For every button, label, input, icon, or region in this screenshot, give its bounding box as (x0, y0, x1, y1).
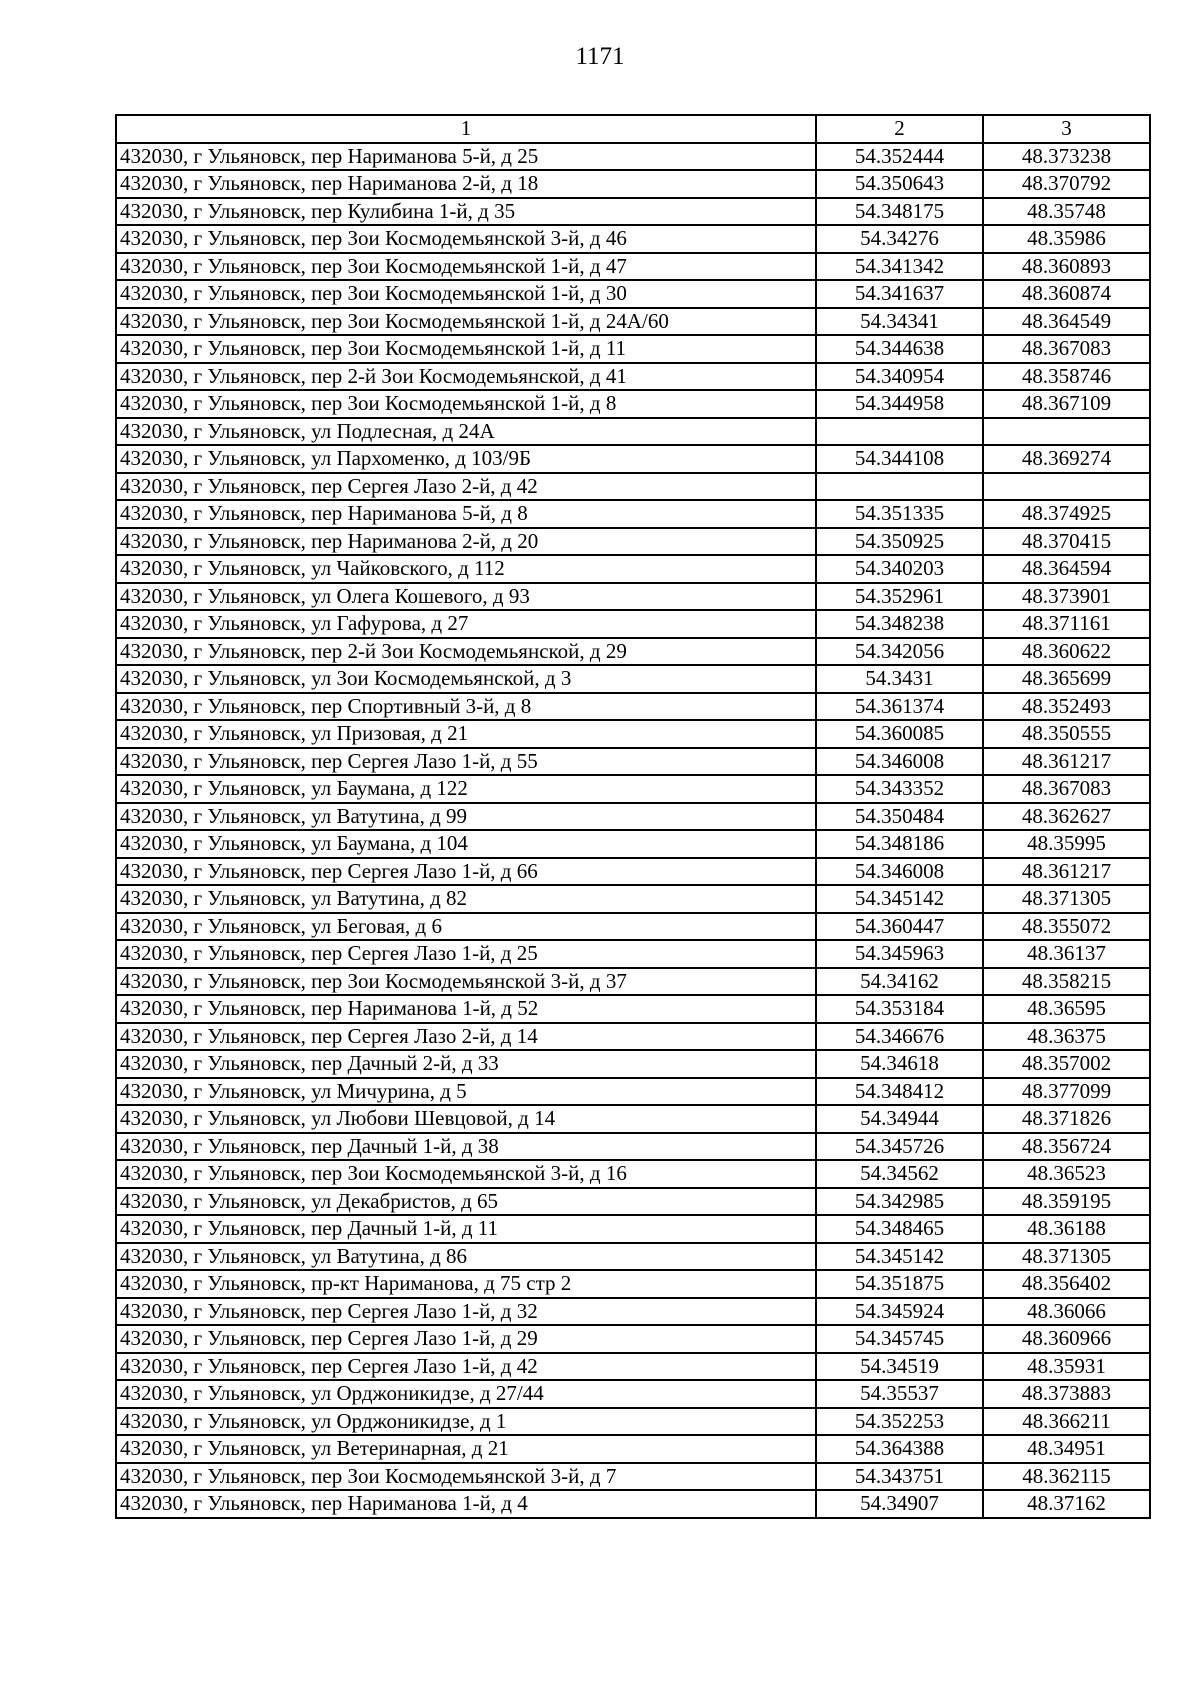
longitude-cell: 48.367083 (983, 775, 1150, 803)
table-row (116, 253, 1150, 281)
address-cell: 432030, г Ульяновск, ул Беговая, д 6 (116, 913, 816, 941)
longitude-cell: 48.364594 (983, 555, 1150, 583)
address-cell: 432030, г Ульяновск, пер Дачный 1-й, д 11 (116, 1215, 816, 1243)
address-cell: 432030, г Ульяновск, пер Нариманова 1-й, д 4 (116, 1490, 816, 1518)
address-cell: 432030, г Ульяновск, пер Зои Космодемьянской 1-й, д 11 (116, 335, 816, 363)
longitude-cell: 48.361217 (983, 858, 1150, 886)
table-row (116, 1050, 1150, 1078)
latitude-cell: 54.348238 (816, 610, 983, 638)
latitude-cell: 54.34944 (816, 1105, 983, 1133)
longitude-cell: 48.356724 (983, 1133, 1150, 1161)
latitude-cell: 54.346676 (816, 1023, 983, 1051)
latitude-cell: 54.346008 (816, 748, 983, 776)
latitude-cell: 54.34519 (816, 1353, 983, 1381)
address-cell: 432030, г Ульяновск, пер Сергея Лазо 1-й, д 25 (116, 940, 816, 968)
table-row (116, 1243, 1150, 1271)
latitude-cell: 54.340203 (816, 555, 983, 583)
address-cell: 432030, г Ульяновск, пер Зои Космодемьянской 1-й, д 24А/60 (116, 308, 816, 336)
address-cell: 432030, г Ульяновск, пер Дачный 1-й, д 38 (116, 1133, 816, 1161)
longitude-cell: 48.36595 (983, 995, 1150, 1023)
address-cell: 432030, г Ульяновск, пер Сергея Лазо 1-й, д 29 (116, 1325, 816, 1353)
table-row (116, 1325, 1150, 1353)
longitude-cell: 48.374925 (983, 500, 1150, 528)
address-cell: 432030, г Ульяновск, пер Сергея Лазо 1-й, д 42 (116, 1353, 816, 1381)
address-cell: 432030, г Ульяновск, ул Призовая, д 21 (116, 720, 816, 748)
longitude-cell: 48.360622 (983, 638, 1150, 666)
table-row (116, 858, 1150, 886)
latitude-cell: 54.352444 (816, 143, 983, 171)
column-header-3: 3 (983, 115, 1150, 143)
table-row (116, 1160, 1150, 1188)
address-cell: 432030, г Ульяновск, пер Нариманова 5-й, д 8 (116, 500, 816, 528)
latitude-cell: 54.345924 (816, 1298, 983, 1326)
latitude-cell: 54.361374 (816, 693, 983, 721)
address-cell: 432030, г Ульяновск, пер Спортивный 3-й, д 8 (116, 693, 816, 721)
table-row (116, 143, 1150, 171)
latitude-cell: 54.350643 (816, 170, 983, 198)
table-header-row (116, 115, 1150, 143)
table-row (116, 1105, 1150, 1133)
longitude-cell: 48.366211 (983, 1408, 1150, 1436)
table-row (116, 225, 1150, 253)
longitude-cell: 48.365699 (983, 665, 1150, 693)
longitude-cell: 48.36188 (983, 1215, 1150, 1243)
address-cell: 432030, г Ульяновск, пер Нариманова 2-й, д 18 (116, 170, 816, 198)
latitude-cell: 54.348175 (816, 198, 983, 226)
address-cell: 432030, г Ульяновск, ул Ватутина, д 82 (116, 885, 816, 913)
longitude-cell: 48.371305 (983, 1243, 1150, 1271)
address-cell: 432030, г Ульяновск, пер Зои Космодемьянской 1-й, д 30 (116, 280, 816, 308)
longitude-cell: 48.36066 (983, 1298, 1150, 1326)
latitude-cell: 54.351875 (816, 1270, 983, 1298)
longitude-cell: 48.35931 (983, 1353, 1150, 1381)
table-row (116, 555, 1150, 583)
table-row (116, 170, 1150, 198)
latitude-cell: 54.353184 (816, 995, 983, 1023)
latitude-cell: 54.348412 (816, 1078, 983, 1106)
longitude-cell: 48.377099 (983, 1078, 1150, 1106)
latitude-cell: 54.348465 (816, 1215, 983, 1243)
address-cell: 432030, г Ульяновск, ул Ватутина, д 86 (116, 1243, 816, 1271)
table-row (116, 1215, 1150, 1243)
table-row (116, 1463, 1150, 1491)
table-row (116, 335, 1150, 363)
column-header-1: 1 (116, 115, 816, 143)
address-cell: 432030, г Ульяновск, пер Сергея Лазо 2-й, д 42 (116, 473, 816, 501)
page-number: 1171 (575, 43, 625, 70)
table-row (116, 665, 1150, 693)
longitude-cell: 48.370792 (983, 170, 1150, 198)
longitude-cell: 48.367083 (983, 335, 1150, 363)
longitude-cell: 48.373238 (983, 143, 1150, 171)
table-row (116, 720, 1150, 748)
latitude-cell: 54.343352 (816, 775, 983, 803)
address-cell: 432030, г Ульяновск, пер Зои Космодемьянской 3-й, д 37 (116, 968, 816, 996)
address-cell: 432030, г Ульяновск, пер Сергея Лазо 1-й, д 66 (116, 858, 816, 886)
address-cell: 432030, г Ульяновск, пер Сергея Лазо 2-й, д 14 (116, 1023, 816, 1051)
longitude-cell: 48.35986 (983, 225, 1150, 253)
table-row (116, 1078, 1150, 1106)
longitude-cell: 48.35995 (983, 830, 1150, 858)
table-row (116, 1380, 1150, 1408)
table-row (116, 968, 1150, 996)
address-cell: 432030, г Ульяновск, пер Сергея Лазо 1-й, д 32 (116, 1298, 816, 1326)
latitude-cell: 54.341342 (816, 253, 983, 281)
latitude-cell: 54.350925 (816, 528, 983, 556)
address-cell: 432030, г Ульяновск, ул Орджоникидзе, д 1 (116, 1408, 816, 1436)
longitude-cell: 48.360874 (983, 280, 1150, 308)
latitude-cell: 54.345963 (816, 940, 983, 968)
latitude-cell: 54.3431 (816, 665, 983, 693)
table-row (116, 198, 1150, 226)
longitude-cell: 48.36523 (983, 1160, 1150, 1188)
table-row (116, 940, 1150, 968)
latitude-cell: 54.34162 (816, 968, 983, 996)
address-cell: 432030, г Ульяновск, ул Ветеринарная, д 21 (116, 1435, 816, 1463)
address-cell: 432030, г Ульяновск, ул Баумана, д 122 (116, 775, 816, 803)
longitude-cell: 48.355072 (983, 913, 1150, 941)
table-row (116, 445, 1150, 473)
longitude-cell: 48.364549 (983, 308, 1150, 336)
longitude-cell: 48.356402 (983, 1270, 1150, 1298)
latitude-cell: 54.348186 (816, 830, 983, 858)
longitude-cell: 48.362627 (983, 803, 1150, 831)
address-cell: 432030, г Ульяновск, ул Гафурова, д 27 (116, 610, 816, 638)
table-row (116, 1490, 1150, 1518)
longitude-cell: 48.360966 (983, 1325, 1150, 1353)
address-cell: 432030, г Ульяновск, пер Зои Космодемьянской 3-й, д 7 (116, 1463, 816, 1491)
table-row (116, 418, 1150, 446)
latitude-cell: 54.350484 (816, 803, 983, 831)
table-row (116, 308, 1150, 336)
address-cell: 432030, г Ульяновск, ул Зои Космодемьянской, д 3 (116, 665, 816, 693)
address-cell: 432030, г Ульяновск, пр-кт Нариманова, д 75 стр 2 (116, 1270, 816, 1298)
latitude-cell: 54.340954 (816, 363, 983, 391)
longitude-cell: 48.367109 (983, 390, 1150, 418)
longitude-cell: 48.358215 (983, 968, 1150, 996)
latitude-cell: 54.360447 (816, 913, 983, 941)
latitude-cell: 54.345142 (816, 885, 983, 913)
latitude-cell: 54.345142 (816, 1243, 983, 1271)
address-cell: 432030, г Ульяновск, пер Кулибина 1-й, д 35 (116, 198, 816, 226)
longitude-cell: 48.357002 (983, 1050, 1150, 1078)
latitude-cell: 54.344958 (816, 390, 983, 418)
table-row (116, 363, 1150, 391)
table-row (116, 1133, 1150, 1161)
table-row (116, 913, 1150, 941)
latitude-cell (816, 418, 983, 446)
table-row (116, 1023, 1150, 1051)
table-row (116, 995, 1150, 1023)
table-row (116, 803, 1150, 831)
latitude-cell: 54.341637 (816, 280, 983, 308)
address-cell: 432030, г Ульяновск, пер Зои Космодемьянской 1-й, д 8 (116, 390, 816, 418)
latitude-cell: 54.34907 (816, 1490, 983, 1518)
address-cell: 432030, г Ульяновск, пер Зои Космодемьянской 3-й, д 16 (116, 1160, 816, 1188)
address-cell: 432030, г Ульяновск, пер Дачный 2-й, д 33 (116, 1050, 816, 1078)
longitude-cell: 48.361217 (983, 748, 1150, 776)
latitude-cell: 54.344638 (816, 335, 983, 363)
table-row (116, 775, 1150, 803)
latitude-cell: 54.34341 (816, 308, 983, 336)
address-cell: 432030, г Ульяновск, пер 2-й Зои Космодемьянской, д 29 (116, 638, 816, 666)
address-cell: 432030, г Ульяновск, ул Ватутина, д 99 (116, 803, 816, 831)
table-row (116, 830, 1150, 858)
address-cell: 432030, г Ульяновск, ул Подлесная, д 24А (116, 418, 816, 446)
address-cell: 432030, г Ульяновск, ул Олега Кошевого, д 93 (116, 583, 816, 611)
table-row (116, 528, 1150, 556)
address-cell: 432030, г Ульяновск, ул Чайковского, д 112 (116, 555, 816, 583)
table-row (116, 638, 1150, 666)
longitude-cell: 48.373901 (983, 583, 1150, 611)
table-row (116, 500, 1150, 528)
latitude-cell: 54.351335 (816, 500, 983, 528)
table-row (116, 885, 1150, 913)
longitude-cell: 48.359195 (983, 1188, 1150, 1216)
longitude-cell: 48.36137 (983, 940, 1150, 968)
table-row (116, 280, 1150, 308)
table-row (116, 583, 1150, 611)
address-cell: 432030, г Ульяновск, ул Декабристов, д 65 (116, 1188, 816, 1216)
latitude-cell: 54.342985 (816, 1188, 983, 1216)
longitude-cell: 48.352493 (983, 693, 1150, 721)
latitude-cell: 54.346008 (816, 858, 983, 886)
latitude-cell: 54.343751 (816, 1463, 983, 1491)
longitude-cell: 48.358746 (983, 363, 1150, 391)
longitude-cell: 48.350555 (983, 720, 1150, 748)
address-cell: 432030, г Ульяновск, пер Зои Космодемьянской 1-й, д 47 (116, 253, 816, 281)
longitude-cell: 48.371161 (983, 610, 1150, 638)
latitude-cell (816, 473, 983, 501)
longitude-cell: 48.34951 (983, 1435, 1150, 1463)
longitude-cell: 48.360893 (983, 253, 1150, 281)
latitude-cell: 54.34562 (816, 1160, 983, 1188)
address-cell: 432030, г Ульяновск, ул Пархоменко, д 103/9Б (116, 445, 816, 473)
longitude-cell (983, 473, 1150, 501)
address-cell: 432030, г Ульяновск, пер Сергея Лазо 1-й, д 55 (116, 748, 816, 776)
address-cell: 432030, г Ульяновск, ул Мичурина, д 5 (116, 1078, 816, 1106)
latitude-cell: 54.352253 (816, 1408, 983, 1436)
address-cell: 432030, г Ульяновск, ул Любови Шевцовой, д 14 (116, 1105, 816, 1133)
longitude-cell: 48.370415 (983, 528, 1150, 556)
longitude-cell (983, 418, 1150, 446)
longitude-cell: 48.371305 (983, 885, 1150, 913)
table-row (116, 1353, 1150, 1381)
column-header-2: 2 (816, 115, 983, 143)
table-row (116, 1408, 1150, 1436)
table-row (116, 1188, 1150, 1216)
table-row (116, 610, 1150, 638)
address-coordinates-table (115, 114, 1151, 1519)
address-cell: 432030, г Ульяновск, пер Нариманова 1-й, д 52 (116, 995, 816, 1023)
table-row (116, 390, 1150, 418)
table-row (116, 1270, 1150, 1298)
latitude-cell: 54.352961 (816, 583, 983, 611)
address-cell: 432030, г Ульяновск, пер Нариманова 5-й, д 25 (116, 143, 816, 171)
longitude-cell: 48.36375 (983, 1023, 1150, 1051)
latitude-cell: 54.345745 (816, 1325, 983, 1353)
longitude-cell: 48.373883 (983, 1380, 1150, 1408)
longitude-cell: 48.369274 (983, 445, 1150, 473)
table-row (116, 1435, 1150, 1463)
table-row (116, 748, 1150, 776)
address-cell: 432030, г Ульяновск, пер Нариманова 2-й, д 20 (116, 528, 816, 556)
longitude-cell: 48.35748 (983, 198, 1150, 226)
address-cell: 432030, г Ульяновск, пер Зои Космодемьянской 3-й, д 46 (116, 225, 816, 253)
table-row (116, 473, 1150, 501)
longitude-cell: 48.371826 (983, 1105, 1150, 1133)
latitude-cell: 54.35537 (816, 1380, 983, 1408)
latitude-cell: 54.364388 (816, 1435, 983, 1463)
latitude-cell: 54.342056 (816, 638, 983, 666)
latitude-cell: 54.34276 (816, 225, 983, 253)
latitude-cell: 54.360085 (816, 720, 983, 748)
latitude-cell: 54.344108 (816, 445, 983, 473)
table-row (116, 693, 1150, 721)
longitude-cell: 48.37162 (983, 1490, 1150, 1518)
latitude-cell: 54.34618 (816, 1050, 983, 1078)
table-body (116, 115, 1150, 1518)
latitude-cell: 54.345726 (816, 1133, 983, 1161)
address-cell: 432030, г Ульяновск, пер 2-й Зои Космодемьянской, д 41 (116, 363, 816, 391)
longitude-cell: 48.362115 (983, 1463, 1150, 1491)
address-cell: 432030, г Ульяновск, ул Баумана, д 104 (116, 830, 816, 858)
address-cell: 432030, г Ульяновск, ул Орджоникидзе, д 27/44 (116, 1380, 816, 1408)
table-row (116, 1298, 1150, 1326)
